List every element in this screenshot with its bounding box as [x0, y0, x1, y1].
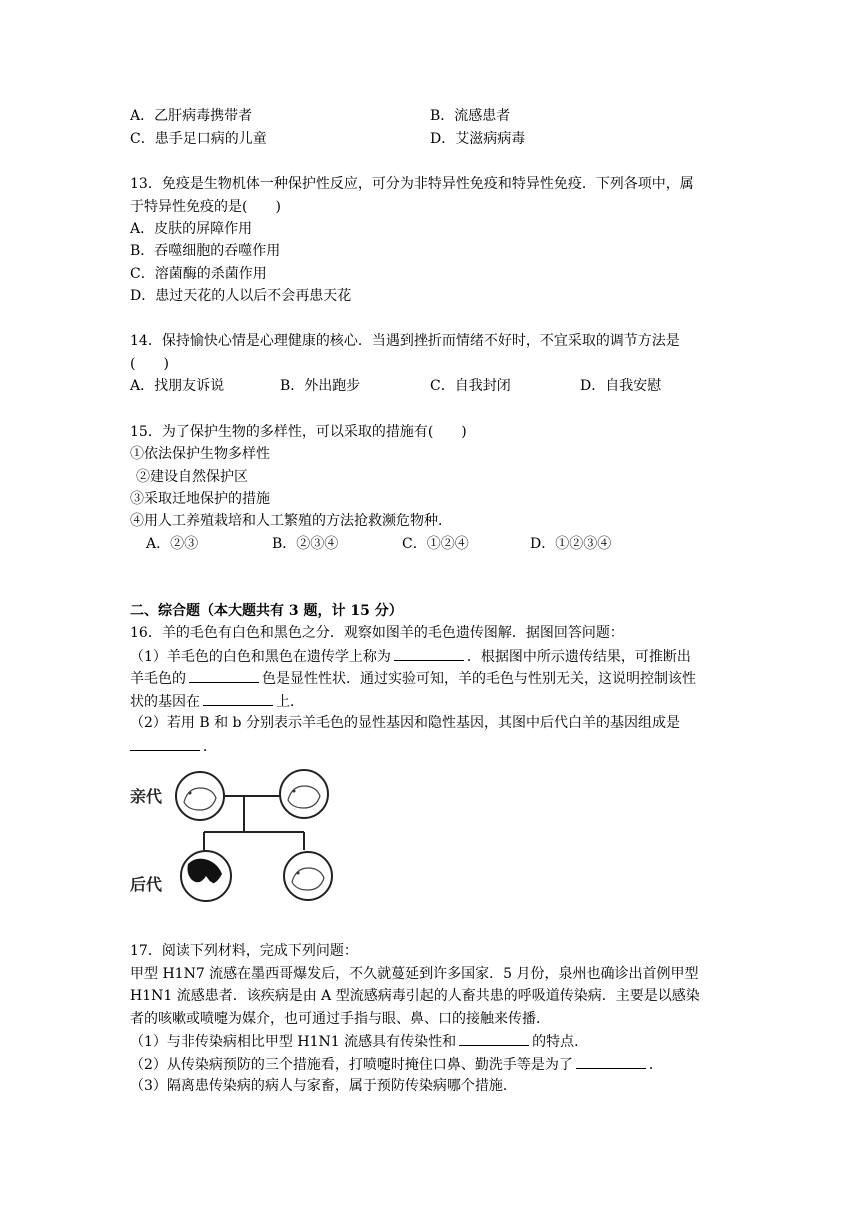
answer-blank[interactable] [576, 1053, 646, 1069]
q15-option-a: A．②③ [146, 536, 199, 552]
q17-passage-line1: 甲型 H1N7 流感在墨西哥爆发后，不久就蔓延到许多国家．5 月份，泉州也确诊出首例甲型 [130, 966, 699, 982]
q17-part1 [130, 1030, 588, 1053]
q15-option-b: B．②③④ [272, 536, 339, 552]
q12-option-a: A．乙肝病毒携带者 [130, 108, 253, 124]
q16-text: 色是显性性状．通过实验可知，羊的毛色与性别无关，这说明控制该性 [262, 671, 696, 687]
q14-option-a: A．找朋友诉说 [130, 378, 225, 394]
answer-blank[interactable] [459, 1030, 529, 1046]
q13-stem-line2: 于特异性免疫的是( ) [130, 199, 281, 215]
q15-stem: 15．为了保护生物的多样性，可以采取的措施有( ) [130, 424, 467, 440]
q14-option-d: D．自我安慰 [580, 378, 662, 394]
q17-part3: （3）隔离患传染病的病人与家畜，属于预防传染病哪个措施． [130, 1078, 517, 1094]
q17-passage-line2: H1N1 流感患者．该疾病是由 A 型流感病毒引起的人畜共患的呼吸道传染病．主要是以感染 [130, 988, 700, 1004]
q16-stem: 16．羊的毛色有白色和黑色之分．观察如图羊的毛色遗传图解．据图回答问题： [130, 625, 624, 641]
black-sheep-icon [181, 851, 231, 901]
q16-part2-line2 [130, 735, 217, 758]
q16-text: ． [203, 739, 217, 755]
q12-option-b: B．流感患者 [430, 108, 511, 124]
q16-part2-line1: （2）若用 B 和 b 分别表示羊毛色的显性基因和隐性基因，其图中后代白羊的基因组成是 [130, 715, 680, 731]
q13-option-c: C．溶菌酶的杀菌作用 [130, 266, 267, 282]
q15-option-d: D．①②③④ [530, 536, 612, 552]
q17-passage-line3: 者的咳嗽或喷嚏为媒介，也可通过手指与眼、鼻、口的接触来传播． [130, 1011, 550, 1027]
q17-text: ． [648, 1057, 663, 1073]
q17-text: （1）与非传染病相比甲型 H1N1 流感具有传染性和 [130, 1034, 457, 1050]
q15-option-c: C．①②④ [402, 536, 469, 552]
offspring-label: 后代 [130, 875, 163, 894]
q16-text: 状的基因在 [130, 694, 200, 710]
parent-label: 亲代 [130, 787, 163, 806]
q13-stem-line1: 13．免疫是生物机体一种保护性反应，可分为非特异性免疫和特异性免疫．下列各项中，属 [130, 176, 694, 192]
q14-option-c: C．自我封闭 [430, 378, 511, 394]
white-sheep-icon [284, 852, 332, 900]
q15-item-4: ④用人工养殖栽培和人工繁殖的方法抢救濒危物种． [130, 513, 452, 529]
q12-option-d: D．艾滋病病毒 [430, 131, 526, 147]
white-sheep-icon [176, 772, 224, 820]
white-sheep-icon [280, 770, 328, 818]
q16-part1-line1 [130, 645, 691, 668]
q15-item-3: ③采取迁地保护的措施 [130, 491, 270, 507]
q13-option-a: A．皮肤的屏障作用 [130, 221, 253, 237]
q12-option-c: C．患手足口病的儿童 [130, 131, 267, 147]
q13-option-b: B．吞噬细胞的吞噬作用 [130, 243, 281, 259]
answer-blank[interactable] [203, 690, 273, 706]
sheep-inheritance-diagram [128, 760, 338, 920]
q16-text: 上． [276, 694, 304, 710]
q15-item-1: ①依法保护生物多样性 [130, 446, 270, 462]
q16-text: 羊毛色的 [130, 671, 186, 687]
q17-text: （2）从传染病预防的三个措施看，打喷嚏时掩住口鼻、勤洗手等是为了 [130, 1057, 573, 1073]
answer-blank[interactable] [130, 735, 200, 751]
q14-option-b: B．外出跑步 [280, 378, 361, 394]
answer-blank[interactable] [394, 645, 464, 661]
q17-text: 的特点． [532, 1034, 589, 1050]
q16-text: （1）羊毛色的白色和黑色在遗传学上称为 [130, 649, 391, 665]
q16-text: ．根据图中所示遗传结果，可推断出 [466, 649, 691, 665]
q15-item-2: ②建设自然保护区 [136, 469, 248, 485]
section-title: 二、综合题（本大题共有 3 题，计 15 分） [130, 603, 403, 619]
q16-part1-line3 [130, 690, 304, 713]
q14-stem-line2: ( ) [130, 356, 169, 372]
answer-blank[interactable] [189, 667, 259, 683]
q13-option-d: D．患过天花的人以后不会再患天花 [130, 288, 352, 304]
q16-part1-line2 [130, 667, 696, 690]
q14-stem-line1: 14．保持愉快心情是心理健康的核心．当遇到挫折而情绪不好时，不宜采取的调节方法是 [130, 333, 680, 349]
q17-part2 [130, 1053, 663, 1076]
q17-stem: 17．阅读下列材料，完成下列问题： [130, 943, 358, 959]
